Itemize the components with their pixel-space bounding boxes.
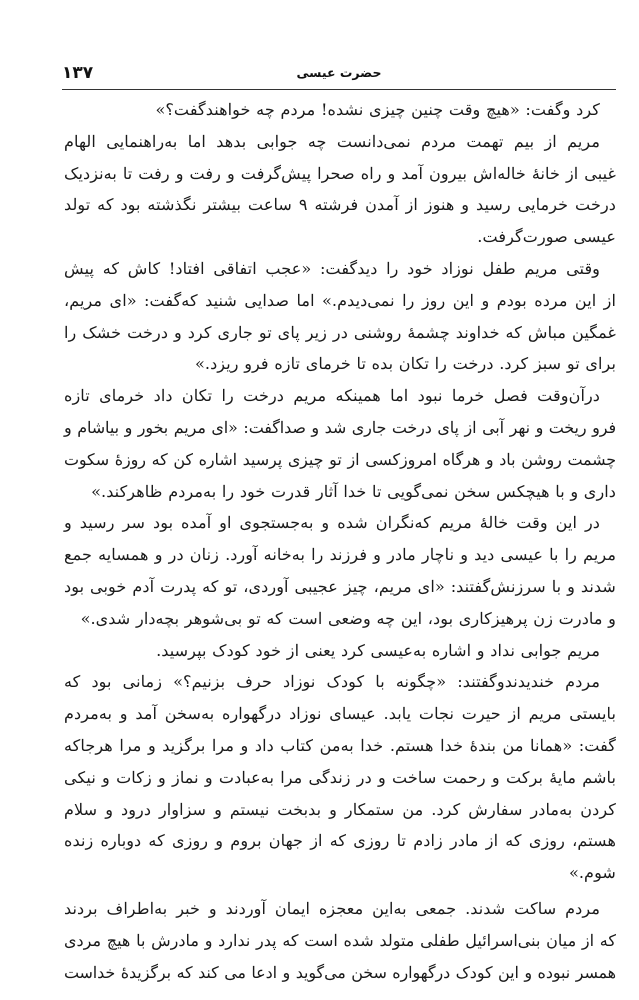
running-title: حضرت عیسی — [296, 65, 382, 80]
text-line: در این وقت خالهٔ مریم که‌نگران شده و به‌جستجوی او آمده بود سر رسید و — [64, 513, 600, 533]
text-line: مریم از بیم تهمت مردم نمی‌دانست چه جوابی بدهد اما به‌راهنمایی الهام — [64, 131, 600, 151]
text-line: کرد وگفت: «هیچ وقت چنین چیزی نشده! مردم چه خواهندگفت؟» — [155, 100, 600, 119]
text-line: هستم، روزی که از مادر زادم تا روزی که از جهان بروم و روزی که دوباره زنده — [64, 831, 616, 851]
text-line: و مادرت زن پرهیزکاری بود، این چه وضعی است که تو بی‌شوهر بچه‌دار شدی.» — [80, 608, 616, 628]
text-line: مریم را با عیسی دید و ناچار مادر و فرزند را به‌خانه آورد. زنان در و همسایه جمع — [64, 545, 616, 565]
text-line: درخت خرمایی رسید و هنوز از آمدن فرشته ۹ ساعت بیشتر نگذشته بود که تولد — [64, 195, 616, 215]
page-header — [62, 60, 616, 86]
text-line: باشم مایهٔ برکت و رحمت ساخت و در زندگی مرا به‌عبادت و نماز و زکات و نیکی — [64, 767, 616, 787]
text-line: فرو ریخت و نهر آبی از پای درخت جاری شد و صداگفت: «ای مریم بخور و بیاشام و — [64, 417, 616, 437]
text-line: بایستی مریم از حیرت نجات یابد. عیسای نوزاد درگهواره به‌سخن آمد و به‌مردم — [64, 704, 616, 724]
text-line: مریم جوابی نداد و اشاره به‌عیسی کرد یعنی از خود کودک بپرسید. — [156, 640, 600, 660]
page-number: ۱۳۷ — [62, 63, 94, 83]
body-text — [64, 94, 616, 988]
text-line: کردن به‌مادر سفارش کرد. من ستمکار و بدبخت نیستم و سزاوار درود و سلام — [64, 799, 616, 819]
text-line: از این مرده بودم و این روز را نمی‌دیدم.» اما صدایی شنید که‌گفت: «ای مریم، — [64, 290, 616, 310]
text-line: که از میان بنی‌اسرائیل طفلی متولد شده است که پدر ندارد و مادرش با هیچ مردی — [64, 930, 616, 950]
text-line: غمگین مباش که خداوند چشمهٔ روشنی در زیر پای تو جاری کرد و درخت خشک را — [64, 322, 616, 342]
text-line: درآن‌وقت فصل خرما نبود اما همینکه مریم درخت را تکان داد خرمای تازه — [64, 386, 600, 406]
header-rule — [62, 89, 616, 90]
text-line: داری و با هیچکس سخن نمی‌گویی تا خدا آثار قدرت خود را به‌مردم ظاهرکند.» — [91, 481, 616, 501]
text-line: غیبی از خانهٔ خاله‌اش بیرون آمد و راه صحرا پیش‌گرفت و رفت و رفت تا به‌نزدیک — [64, 163, 616, 183]
text-line: مردم ساکت شدند. جمعی به‌این معجزه ایمان آوردند و خبر به‌اطراف بردند — [64, 898, 600, 918]
text-line: عیسی صورت‌گرفت. — [477, 227, 616, 247]
text-line: گفت: «همانا من بندهٔ خدا هستم. خدا به‌من کتاب داد و مرا برگزید و مرا هرجاکه — [64, 735, 616, 755]
text-line: برای تو سبز کرد. درخت را تکان بده تا خرمای تازه فرو ریزد.» — [195, 354, 616, 374]
text-line: وقتی مریم طفل نوزاد خود را دیدگفت: «عجب اتفاقی افتاد! کاش که پیش — [64, 258, 600, 278]
text-line: شدند و با سرزنش‌گفتند: «ای مریم، چیز عجیبی آوردی، تو که پدرت آدم خوبی بود — [64, 576, 616, 596]
text-line: چشمت روشن باد و هرگاه امروزکسی از تو چیزی پرسید اشاره کن که روزهٔ سکوت — [64, 449, 616, 469]
text-line: مردم خندیدندوگفتند: «چگونه با کودک نوزاد حرف بزنیم؟» زمانی بود که — [64, 672, 600, 692]
text-line: شوم.» — [569, 863, 616, 883]
text-line: همسر نبوده و این کودک درگهواره سخن می‌گوید و ادعا می کند که برگزیدهٔ خداست — [64, 962, 616, 982]
